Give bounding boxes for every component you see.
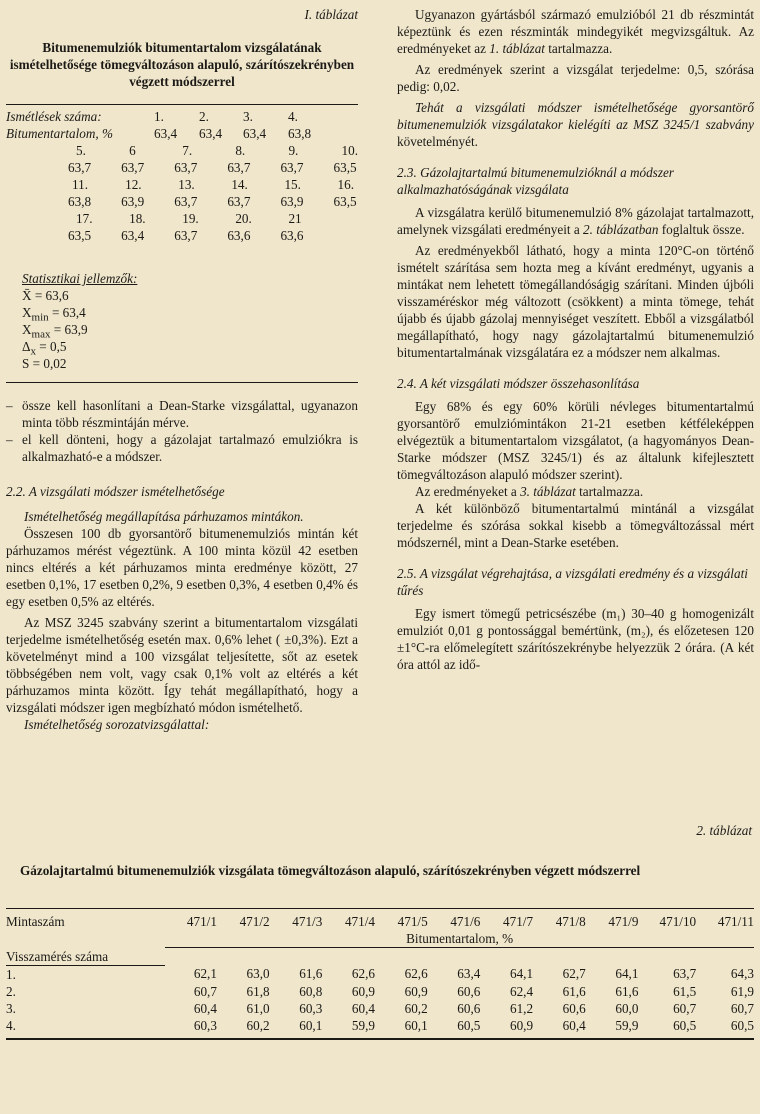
table-cell: 16. <box>337 177 354 192</box>
table-cell: 60,7 <box>673 1000 697 1016</box>
table-cell: 11. <box>72 177 88 192</box>
table-cell: 63,7 <box>673 966 697 981</box>
table-row <box>68 159 358 176</box>
stat-value: = 0,5 <box>39 339 67 354</box>
table1-bit-label: Bitumentartalom, % <box>6 126 113 141</box>
table-cell: 14. <box>231 177 248 192</box>
table-cell: 60,6 <box>562 1000 586 1016</box>
table2-head-label: Mintaszám <box>6 914 65 929</box>
stat-range <box>22 338 358 358</box>
table-cell: 3. <box>243 109 253 124</box>
table-cell <box>334 210 358 227</box>
section-2-4-paragraph-3: A két különböző bitumentartalmú mintánál a vizsgálat terjedelme és szórása sokkal kisebb a tömegváltozással mért módszernél, mint a Dean-Starke esetében. <box>397 501 754 550</box>
table-cell: 60,9 <box>509 1017 534 1033</box>
table2-row-label: 3. <box>6 1000 16 1016</box>
table-reference: 3. táblázat <box>520 484 576 499</box>
stat-subscript: max <box>31 328 51 341</box>
stat-symbol: S <box>22 356 30 371</box>
table-row <box>68 210 358 227</box>
table-cell: 63,4 <box>121 228 145 243</box>
table-cell: 63,5 <box>333 194 357 209</box>
table-cell: 63,7 <box>174 160 198 175</box>
table-header-cell: 471/4 <box>344 914 375 929</box>
table2-row-label: 4. <box>6 1017 16 1033</box>
table-row <box>68 227 358 244</box>
section-2-5-paragraph-1: Egy ismert tömegű petricsészébe (m₁) 30–40 g homogenizált emulziót 0,01 g pontossággal bemértünk, (m₂), és előzetesen 120 ±1°C-ra előmelegített szárítószekrénybe helyezzük 2 órára. (A két óra attól az idő- <box>397 606 754 672</box>
table-cell: 19. <box>182 211 199 226</box>
table-cell: 63,7 <box>227 194 251 209</box>
table-cell: 62,1 <box>193 966 217 981</box>
table-row <box>68 176 358 193</box>
table-cell: 63,9 <box>280 194 304 209</box>
stats-title: Statisztikai jellemzők: <box>22 271 138 286</box>
table-header-cell: 471/10 <box>659 914 697 929</box>
table2-grid <box>6 913 754 1034</box>
table-header-cell: 471/2 <box>239 914 270 929</box>
table-row <box>6 913 754 930</box>
table-cell: 60,2 <box>246 1017 270 1033</box>
section-2-4-paragraph-1: Egy 68% és egy 60% körüli névleges bitumentartalmú gyorsantörő emulziómintákon 21-21 esetben kétféleképpen elvégeztük a bitumentartalom vizsgálatot, (a hagyományos Dean-Starke módszer (MSZ 3245/1) és az általunk kifejlesztett tömegváltozáson alapuló módszer szerint). <box>397 399 754 482</box>
stat-symbol: X̄ <box>22 288 32 303</box>
table-cell: 9. <box>288 143 299 158</box>
table-cell: 63,9 <box>121 194 145 209</box>
table1-title: Bitumenemulziók bitumentartalom vizsgálatának ismételhetősége tömegváltozáson alapuló, szárítószekrényben végzett módszerrel <box>9 40 355 89</box>
table-cell: 63,6 <box>227 228 251 243</box>
table-cell: 61,8 <box>246 983 270 999</box>
left-column <box>6 0 358 733</box>
table-cell: 13. <box>178 177 195 192</box>
table-header-cell: 471/8 <box>555 914 586 929</box>
table-cell: 62,7 <box>562 966 586 981</box>
table-cell: 20. <box>235 211 252 226</box>
table-cell: 8. <box>235 143 246 158</box>
section-2-2-paragraph-1: Összesen 100 db gyorsantörő bitumenemulziós mintán két párhuzamos mérést végeztünk. A 100 minta közül 42 esetben nincs eltérés a két párhuzamos minta eredménye között, 27 esetben 0,1%, 17 esetben 0,2%, 9 esetben 0,3%, 4 esetben 0,4% és egy esetben 0,5% az eltérés. <box>6 526 358 609</box>
table-cell: 6 <box>129 143 136 158</box>
table-cell: 60,5 <box>730 1017 754 1033</box>
table-cell: 64,1 <box>615 966 639 981</box>
table-reference: 1. táblázat <box>489 41 545 56</box>
table-cell: 60,0 <box>615 1000 639 1016</box>
right-paragraph-2: Az eredmények szerint a vizsgálat terjedelme: 0,5, szórása pedig: 0,02. <box>397 62 754 94</box>
table-cell: 61,5 <box>673 983 697 999</box>
table2-row-label: 2. <box>6 983 16 999</box>
table-cell: 60,6 <box>457 1000 481 1016</box>
table-cell: 62,6 <box>351 966 375 981</box>
table-cell: 10. <box>341 143 358 158</box>
section-2-2-paragraph-3: Ismételhetőség sorozatvizsgálattal: <box>24 717 210 732</box>
table-header-cell: 471/1 <box>186 914 217 929</box>
stat-min <box>22 304 358 324</box>
section-2-3-paragraph-1: A vizsgálatra kerülő bitumenemulzió 8% gázolajat tartalmazott, amelynek vizsgálati eredményeit a 2. táblázatban foglaltuk össze. <box>397 205 754 237</box>
table-cell: 12. <box>125 177 142 192</box>
table1-bottom-rule <box>6 382 358 383</box>
section-2-2-title: 2.2. A vizsgálati módszer ismételhetősége <box>6 484 225 499</box>
table-cell: 4. <box>288 109 298 124</box>
right-column <box>397 0 754 673</box>
table-header-cell: 471/11 <box>717 914 754 929</box>
table-cell: 61,6 <box>562 983 586 999</box>
table-cell: 63,7 <box>121 160 145 175</box>
table-cell: 63,8 <box>68 194 92 209</box>
table1-rep-label: Ismétlések száma: <box>6 109 102 124</box>
table-header-cell: 471/9 <box>608 914 639 929</box>
table-cell: 60,3 <box>299 1000 323 1016</box>
table-cell: 63,4 <box>154 126 178 141</box>
table-cell: 63,0 <box>246 966 270 981</box>
table-row <box>6 1017 754 1034</box>
table-cell: 1. <box>154 109 164 124</box>
table-cell: 60,2 <box>404 1000 428 1016</box>
section-2-3-title: 2.3. Gázolajtartalmú bitumenemulzióknál a módszer alkalmazhatóságának vizsgálata <box>397 165 674 197</box>
section-2-4-title: 2.4. A két vizsgálati módszer összehasonlítása <box>397 376 640 391</box>
table-row <box>6 930 754 948</box>
table-header-cell: 471/3 <box>292 914 323 929</box>
stat-subscript: x <box>30 345 36 358</box>
table-cell: 60,5 <box>673 1017 697 1033</box>
table-header-cell: 471/5 <box>397 914 428 929</box>
stat-symbol: X <box>22 322 32 337</box>
table-cell: 15. <box>284 177 301 192</box>
table-cell: 63,7 <box>174 194 198 209</box>
list-item: – össze kell hasonlítani a Dean-Starke vizsgálattal, ugyanazon minta több részmintáján mérve. <box>6 398 358 430</box>
section-2-4-paragraph-2: Az eredményeket a 3. táblázat tartalmazza. <box>415 484 644 499</box>
table-row <box>6 108 336 125</box>
table-cell: 7. <box>182 143 193 158</box>
list-item: – el kell dönteni, hogy a gázolajat tartalmazó emulziókra is alkalmazható-e a módszer. <box>6 432 358 464</box>
table-cell: 17. <box>76 211 93 226</box>
stat-symbol: Δ <box>22 339 31 354</box>
table1-top-rule <box>6 104 358 105</box>
table-cell: 62,6 <box>404 966 428 981</box>
table-cell: 63,4 <box>457 966 481 981</box>
stats-list <box>22 287 358 372</box>
table-cell: 63,7 <box>227 160 251 175</box>
table-cell: 18. <box>129 211 146 226</box>
table-row <box>6 1000 754 1017</box>
table-row <box>6 948 754 966</box>
table-cell: 59,9 <box>351 1017 375 1033</box>
table-cell: 60,7 <box>730 1000 754 1016</box>
stat-value: = 0,02 <box>32 356 67 371</box>
table-cell: 63,4 <box>243 126 267 141</box>
table-cell: 60,4 <box>351 1000 375 1016</box>
table-cell: 63,5 <box>68 228 92 243</box>
table1-grid <box>68 142 358 244</box>
table-cell: 60,7 <box>193 983 217 999</box>
table-cell: 64,3 <box>730 966 754 981</box>
table-cell: 63,7 <box>280 160 304 175</box>
table2 <box>6 908 754 1040</box>
stat-stddev <box>22 355 358 372</box>
table-cell: 60,3 <box>193 1017 217 1033</box>
section-2-5-title: 2.5. A vizsgálat végrehajtása, a vizsgálati eredmény és a vizsgálati tűrés <box>397 566 748 598</box>
table-row <box>68 142 358 159</box>
table-cell: 21 <box>288 211 302 226</box>
table-cell: 2. <box>199 109 209 124</box>
table2-group-label: Visszamérés száma <box>6 948 165 966</box>
bullet-list <box>6 397 358 465</box>
table2-title: Gázolajtartalmú bitumenemulziók vizsgálata tömegváltozáson alapuló, szárítószekrényben végzett módszerrel <box>20 863 641 878</box>
table2-subhead: Bitumentartalom, % <box>165 930 754 948</box>
table-cell: 60,4 <box>193 1000 217 1016</box>
table-cell: 61,9 <box>730 983 754 999</box>
table-cell: 61,6 <box>299 966 323 981</box>
table-cell: 59,9 <box>615 1017 639 1033</box>
stat-mean <box>22 287 358 304</box>
table-reference: 2. táblázatban <box>583 222 659 237</box>
table-header-cell: 471/7 <box>503 914 534 929</box>
table-cell: 63,4 <box>199 126 223 141</box>
table-cell: 60,9 <box>404 983 428 999</box>
table-cell: 60,5 <box>457 1017 481 1033</box>
table-cell: 63,8 <box>288 126 312 141</box>
table-row <box>6 965 754 983</box>
section-2-2-subtitle: Ismételhetőség megállapítása párhuzamos mintákon. <box>24 509 304 524</box>
section-2-3-paragraph-2: Az eredményekből látható, hogy a minta 120°C-on történő ismételt szárítása sem hozta meg a kívánt eredményt, ugyanis a mintákat nem lehetett tömegállandóságig szárítani. Minden újbóli visszaméréskor még változott (csökkent) a minta tömege, tehát újabb és újabb gázolaj mennyiséget veszített. Ebből a vizsgálatból megállapítható, hogy nagy gázolajtartalmú bitumenemulzió bitumentartalmának vizsgálatára ez a módszer nem alkalmas. <box>397 243 754 360</box>
table-row <box>6 125 336 142</box>
table2-row-label: 1. <box>6 966 16 982</box>
stat-max <box>22 321 358 341</box>
section-2-2-paragraph-2: Az MSZ 3245 szabvány szerint a bitumentartalom vizsgálati terjedelme ismételhetőség esetén max. 0,6% lehet ( ±0,3%). Ezt a követelményt mind a 100 vizsgálat teljesítette, sőt az esetek többségében nem volt, vagy csak 0,1% volt az eltérés a két párhuzamos minta között. Így tehát megállapítható, hogy a vizsgálati módszer igen megbízható módon ismételhető. <box>6 615 358 715</box>
table2-top-rule <box>6 908 754 909</box>
table1 <box>6 108 336 142</box>
right-paragraph-3: Tehát a vizsgálati módszer ismételhetősége gyorsantörő bitumenemulziók vizsgálatakor kielégíti az MSZ 3245/1 szabvány követelményét. <box>397 100 754 149</box>
table-cell: 61,6 <box>615 983 639 999</box>
table-cell: 61,0 <box>246 1000 270 1016</box>
stat-value: = 63,6 <box>34 288 69 303</box>
table-cell: 5. <box>76 143 86 158</box>
table-cell: 60,1 <box>404 1017 428 1033</box>
table-cell: 60,6 <box>457 983 481 999</box>
table-cell: 60,9 <box>351 983 375 999</box>
table-cell: 63,7 <box>68 160 92 175</box>
table-cell: 60,8 <box>299 983 323 999</box>
stat-symbol: X <box>22 305 32 320</box>
table-cell: 60,4 <box>562 1017 586 1033</box>
table-cell <box>334 227 358 244</box>
table-cell: 62,4 <box>509 983 534 999</box>
table-cell: 63,6 <box>280 228 304 243</box>
table-cell: 63,5 <box>333 160 357 175</box>
table-row <box>68 193 358 210</box>
stat-subscript: min <box>31 311 49 324</box>
table1-caption: I. táblázat <box>304 7 358 22</box>
stat-value: = 63,4 <box>51 305 86 320</box>
table-header-cell: 471/6 <box>450 914 481 929</box>
table-cell: 61,2 <box>509 1000 534 1016</box>
table-cell: 63,7 <box>174 228 198 243</box>
stat-value: = 63,9 <box>53 322 88 337</box>
table-row <box>6 983 754 1000</box>
table2-caption: 2. táblázat <box>696 823 752 838</box>
table-cell: 64,1 <box>509 966 534 981</box>
right-paragraph-1: Ugyanazon gyártásból származó emulzióból 21 db részmintát képeztünk és ezen részminták mindegyikét megvizsgáltuk. Az eredményeket az 1. táblázat tartalmazza. <box>397 7 754 56</box>
table2-bottom-rule <box>6 1038 754 1040</box>
table-cell: 60,1 <box>299 1017 323 1033</box>
